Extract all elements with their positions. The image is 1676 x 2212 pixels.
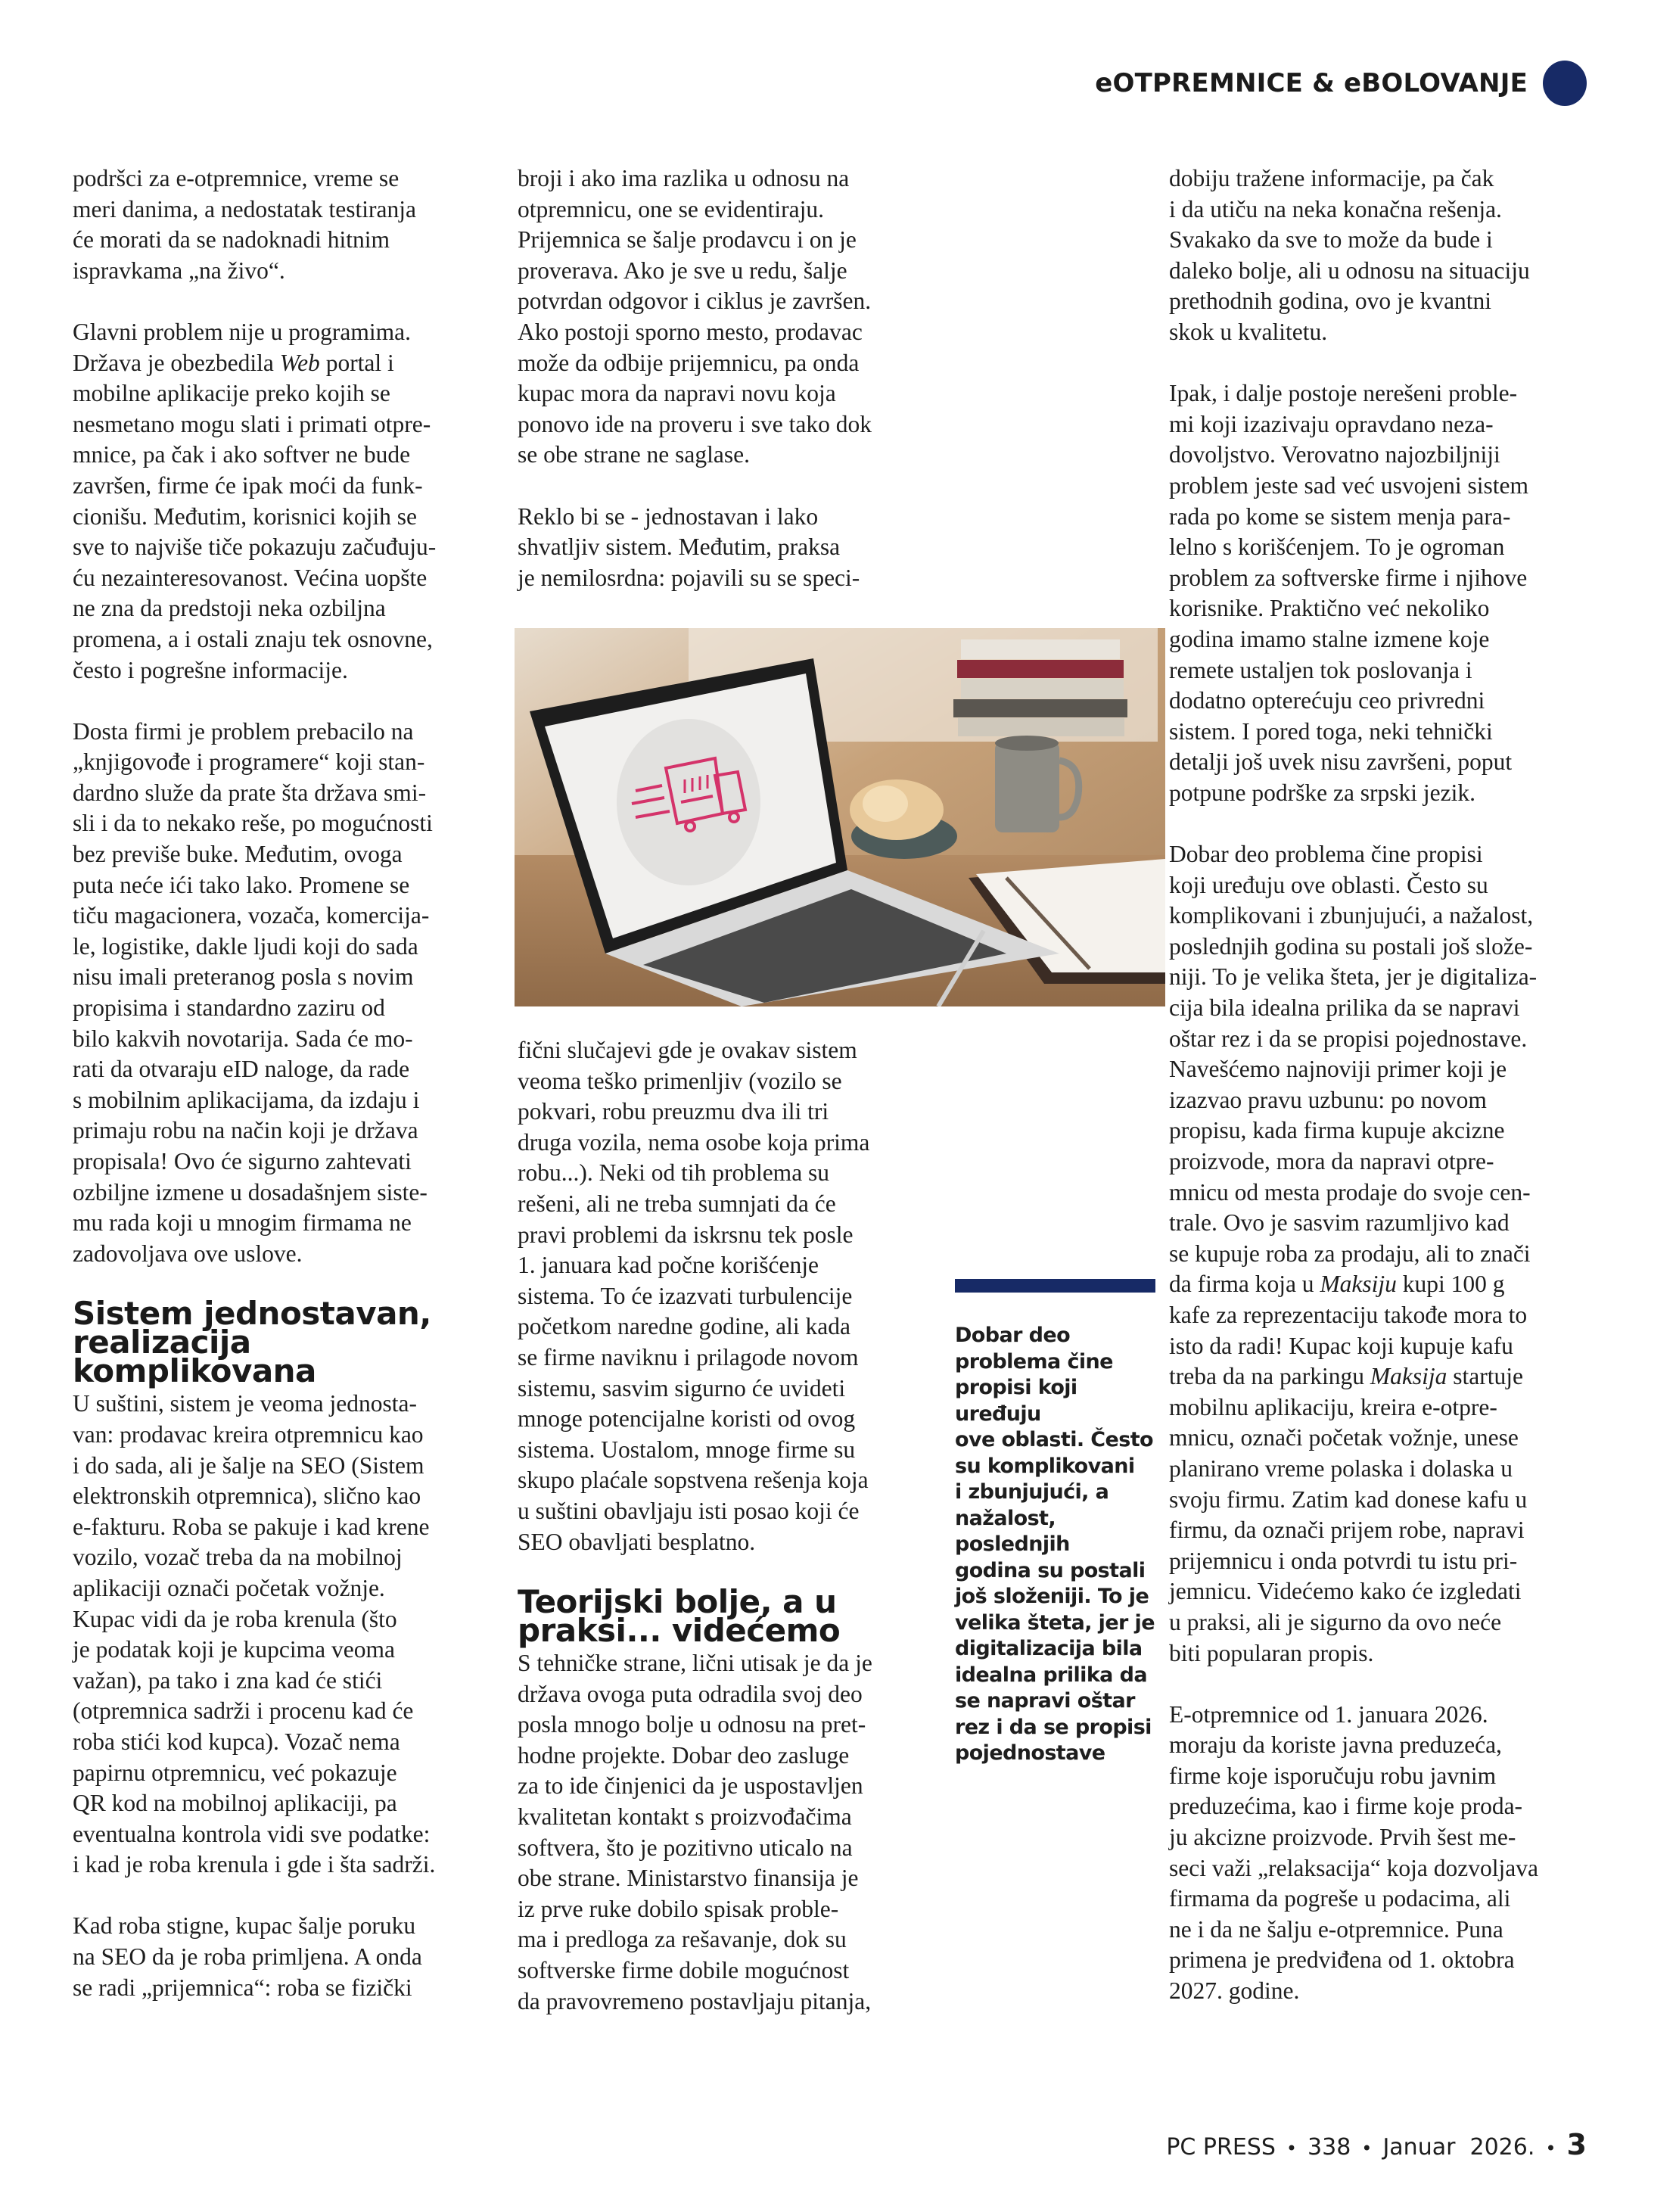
section-heading: Teorijski bolje, a u praksi... videćemo [518,1583,841,1650]
paragraph: fični slučajevi gde je ovakav sistem veoma teško primenljiv (vozilo se pokvari, robu preuzmu dva ili tri druga vozila, nema osobe koja prima robu...). Neki od tih problema su rešeni, ali ne treba sumnjati da će pravi problemi da iskrsnu tek posle 1. januara kad počne korišćenje sistema. To će izazvati turbulencije početkom naredne godine, ali kada se firme naviknu i prilagode novom sistemu, sasvim sigurno će uvideti mnoge potencijalne koristi od ovog sistema. Uostalom, mnoge firme su skupo plaćale sopstvena rešenja koja u suštini obavljaju isti posao koji će SEO obavljati besplatno. [518,1037,870,1555]
column-1 [73,163,496,2003]
issue-date: Januar 2026. [1382,2134,1535,2161]
paragraph: Reklo bi se - jednostavan i lako shvatljiv sistem. Međutim, praksa je nemilosrdna: pojavili su se speci- [518,502,860,591]
magazine-name: PC PRESS [1166,2134,1276,2161]
page-header [1095,61,1587,106]
section-heading: Sistem jednostavan, realizacija komplikovana [73,1295,431,1390]
column-3 [1169,163,1623,2007]
paragraph: Ipak, i dalje postoje nerešeni proble- mi koji izazivaju opravdano neza- dovoljstvo. Verovatno najozbiljniji problem jeste sad već usvojeni sistem rada po kome se sistem menja para- lelno s korišćenjem. To je ogroman problem za softverske firme i njihove korisnike. Praktično već nekoliko godina imamo stalne izmene koje remete ustaljen tok poslovanja i dodatno opterećuju ceo privredni sistem. I pored toga, neki tehnički detalji još uvek nisu završeni, poput potpune podrške za srpski jezik. [1169,380,1529,806]
paragraph [1169,839,1623,1669]
pull-quote-bar [955,1279,1155,1293]
paragraph: S tehničke strane, lični utisak je da je država ovoga puta odradila svoj deo posla mnogo bolje u odnosu na pret- hodne projekte. Dobar deo zasluge za to ide činjenici da je uspostavljen kvalitetan kontakt s proizvođačima softvera, što je pozitivno uticalo na obe strane. Ministarstvo finansija je iz prve ruke dobilo spisak proble- ma i predloga za rešavanje, dok su softverske firme dobile mogućnost da pravovremeno postavljaju pitanja, [518,1650,872,2014]
paragraph [73,317,496,686]
column-2 [518,163,941,2014]
books-icon [953,639,1127,736]
column-2-lower [518,1035,941,2017]
bullet-separator: • [1545,2138,1556,2159]
paragraph-text: portal i mobilne aplikacije preko kojih se nesmetano mogu slati i primati otpre- mnice, pa čak i ako softver ne bude završen, firme će ipak moći da funk- cionišu. Međutim, korisnici kojih se sve to najviše tiče pokazuju začuđuju- ću nezainteresovanost. Većina uopšte ne zna da predstoji neka ozbiljna promena, a i ostali znaju tek osnovne, često i pogrešne informacije. [73,349,437,683]
page-number: 3 [1566,2128,1587,2161]
paragraph: Kad roba stigne, kupac šalje poruku na SEO da je roba primljena. A onda se radi „prijemnica“: roba se fizički [73,1912,422,2001]
article-photo [515,628,1165,1006]
paragraph: dobiju tražene informacije, pa čak i da utiču na neka konačna rešenja. Svakako da sve to može da bude i daleko bolje, ali u odnosu na situaciju prethodnih godina, ovo je kvantni skok u kvalitetu. [1169,165,1530,345]
section-dot-icon [1543,61,1587,106]
paragraph: U suštini, sistem je veoma jednosta- van: prodavac kreira otpremnicu kao i do sada, ali je šalje na SEO (Sistem elektronskih otpremnica), slično kao e-fakturu. Roba se pakuje i kad krene vozilo, vozač treba da na mobilnoj aplikaciji označi početak vožnje. Kupac vidi da je roba krenula (što je podatak koji je kupcima veoma važan), pa tako i zna kad će stići (otpremnica sadrži i procenu kad će roba stići kod kupca). Vozač nema papirnu otpremnicu, već pokazuje QR kod na mobilnoj aplikaciji, pa eventualna kontrola vidi sve podatke: i kad je roba krenula i gde i šta sadrži. [73,1390,436,1878]
bullet-separator: • [1286,2138,1298,2159]
pull-quote [955,1279,1155,1767]
paragraph-italic: Maksija [1370,1363,1447,1390]
paragraph-text: kupi 100 g kafe za reprezentaciju takođe mora to isto da radi! Kupac koji kupuje kafu treba da na parkingu [1169,1271,1528,1390]
paragraph: Dosta firmi je problem prebacilo na „knjigovođe i programere“ koji stan- dardno služe da prate šta država smi- sli i da to nekako reše, po mogućnosti bez previše buke. Međutim, ovoga puta neće ići tako lako. Promene se tiču magacionera, vozača, komercija- le, logistike, dakle ljudi koji do sada nisu imali preteranog posla s novim propisima i standardno zaziru od bilo kakvih novotarija. Sada će mo- rati da otvaraju eID naloge, da rade s mobilnim aplikacijama, da izdaju i primaju robu na način koji je država propisala! Ovo će sigurno zahtevati ozbiljne izmene u dosadašnjem siste- mu rada koji u mnogim firmama ne zadovoljava ove uslove. [73,717,433,1267]
section-title: eOTPREMNICE & eBOLOVANJE [1095,68,1528,98]
page-footer [1166,2128,1587,2161]
paragraph: broji i ako ima razlika u odnosu na otpremnicu, one se evidentiraju. Prijemnica se šalje prodavcu i on je proverava. Ako je sve u redu, šalje potvrdan odgovor i ciklus je završen. Ako postoji sporno mesto, prodavac može da odbije prijemnicu, pa onda kupac mora da napravi novu koja ponovo ide na proveru i sve tako dok se obe strane ne saglase. [518,165,872,468]
bullet-separator: • [1361,2138,1373,2159]
paragraph-italic: Web [279,349,320,376]
paragraph: E-otpremnice od 1. januara 2026. moraju da koriste javna preduzeća, firme koje isporučuju robu javnim preduzećima, kao i firme koje proda- ju akcizne proizvode. Prvih šest me- seci važi „relaksacija“ koja dozvoljava firmama da pogreše u podacima, ali ne i da ne šalju e-otpremnice. Puna primena je predviđena od 1. oktobra 2027. godine. [1169,1700,1538,2005]
paragraph: podršci za e-otpremnice, vreme se meri danima, a nedostatak testiranja će morati da se nadoknadi hitnim ispravkama „na živo“. [73,165,416,284]
paragraph-text: Glavni problem nije u programima. Država je obezbedila [73,318,412,376]
paragraph-italic: Maksiju [1320,1271,1397,1298]
paragraph-text: Dobar deo problema čine propisi koji uređuju ove oblasti. Često su komplikovani i zbunjujući, a nažalost, poslednjih godina su postali još slože- niji. To je velika šteta, jer je digitaliza- cija bila idealna prilika da se napravi oštar rez i da se propisi pojednostave. Navešćemo najnoviji primer koji je izazvao pravu uzbunu: po novom propisu, kada firma kupuje akcizne proizvode, mora da napravi otpre- mnicu od mesta prodaje do svoje cen- trale. Ovo je sasvim razumljivo kad se kupuje roba za prodaju, ali to znači da firma koja u [1169,841,1538,1298]
laptop-photo-illustration [515,628,1165,1006]
paragraph-text: startuje mobilnu aplikaciju, kreira e-otpre- mnicu, označi početak vožnje, unese planirano vreme polaska i dolaska u svoju firmu. Zatim kad donese kafu u firmu, da označi prijem robe, napravi prijemnicu i onda potvrdi tu istu pri- jemnicu. Videćemo kako će izgledati u praksi, ali je sigurno da ovo neće biti popularan propis. [1169,1363,1528,1666]
issue-number: 338 [1308,2134,1351,2161]
pull-quote-text: Dobar deo problema čine propisi koji uređuju ove oblasti. Često su komplikovani i zbunjujući, a nažalost, poslednjih godina su postali još složeniji. To je velika šteta, jer je digitalizacija bila idealna prilika da se napravi oštar rez i da se propisi pojednostave [955,1324,1155,1765]
